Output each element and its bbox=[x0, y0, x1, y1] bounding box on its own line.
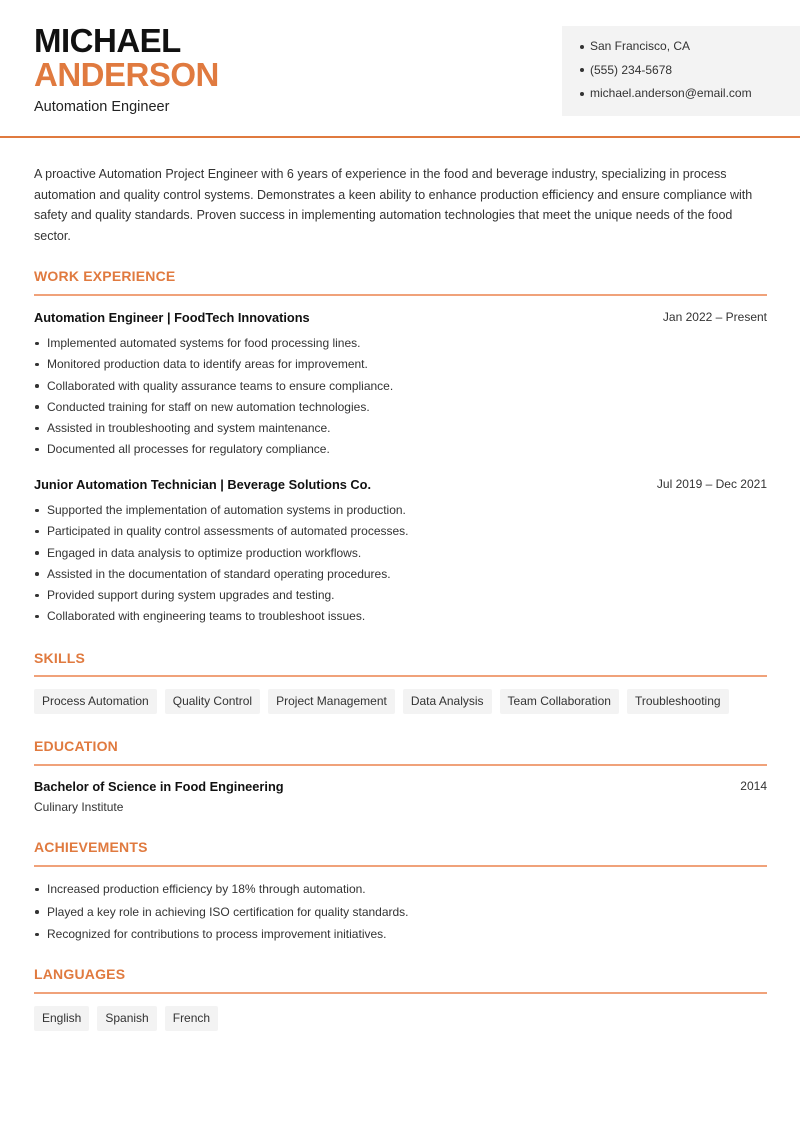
contact-location: San Francisco, CA bbox=[580, 38, 800, 62]
degree-title: Bachelor of Science in Food Engineering bbox=[34, 779, 284, 794]
school-name: Culinary Institute bbox=[34, 800, 124, 814]
list-item: Monitored production data to identify areas for improvement. bbox=[34, 356, 393, 377]
achievements-list bbox=[34, 881, 409, 949]
skill-chip: Data Analysis bbox=[403, 689, 492, 714]
skill-chip: Project Management bbox=[268, 689, 395, 714]
section-title-education: EDUCATION bbox=[34, 738, 118, 754]
list-item: Collaborated with engineering teams to troubleshoot issues. bbox=[34, 608, 409, 629]
job-bullets-2 bbox=[34, 502, 409, 630]
contact-list bbox=[580, 38, 800, 109]
section-title-skills: SKILLS bbox=[34, 650, 85, 666]
resume-header bbox=[0, 0, 800, 138]
section-divider bbox=[34, 675, 767, 677]
list-item: Recognized for contributions to process improvement initiatives. bbox=[34, 926, 409, 949]
list-item: Increased production efficiency by 18% through automation. bbox=[34, 881, 409, 904]
skill-chip: Team Collaboration bbox=[500, 689, 619, 714]
section-divider bbox=[34, 992, 767, 994]
skill-chip: Quality Control bbox=[165, 689, 260, 714]
list-item: Participated in quality control assessments of automated processes. bbox=[34, 523, 409, 544]
list-item: Conducted training for staff on new automation technologies. bbox=[34, 399, 393, 420]
list-item: Collaborated with quality assurance teams to ensure compliance. bbox=[34, 378, 393, 399]
job-title-2: Junior Automation Technician | Beverage Solutions Co. bbox=[34, 477, 372, 492]
first-name: MICHAEL bbox=[34, 22, 181, 59]
contact-email[interactable]: michael.anderson@email.com bbox=[580, 85, 800, 109]
professional-summary: A proactive Automation Project Engineer with 6 years of experience in the food and beverage industry, specializing in process automation and quality control systems. Demonstrates a keen ability to enhance production efficiency and ensure compliance with safety and quality standards. Proven success in implementing automation technologies that meet the unique needs of the food sector. bbox=[34, 167, 753, 243]
job-dates-1: Jan 2022 – Present bbox=[662, 310, 767, 324]
graduation-year: 2014 bbox=[740, 779, 767, 793]
section-title-achievements: ACHIEVEMENTS bbox=[34, 839, 148, 855]
job-bullets-1 bbox=[34, 335, 393, 463]
skill-chip: Process Automation bbox=[34, 689, 157, 714]
languages-list bbox=[34, 1006, 218, 1031]
job-dates-2: Jul 2019 – Dec 2021 bbox=[656, 477, 767, 491]
contact-phone: (555) 234-5678 bbox=[580, 62, 800, 86]
list-item: Assisted in the documentation of standard operating procedures. bbox=[34, 566, 409, 587]
language-chip: French bbox=[165, 1006, 218, 1031]
job-title-1: Automation Engineer | FoodTech Innovations bbox=[34, 310, 310, 325]
language-chip: English bbox=[34, 1006, 89, 1031]
section-title-work-experience: WORK EXPERIENCE bbox=[34, 268, 176, 284]
section-divider bbox=[34, 764, 767, 766]
contact-box bbox=[562, 26, 800, 116]
list-item: Played a key role in achieving ISO certification for quality standards. bbox=[34, 904, 409, 927]
skill-chip: Troubleshooting bbox=[627, 689, 729, 714]
list-item: Implemented automated systems for food processing lines. bbox=[34, 335, 393, 356]
section-divider bbox=[34, 294, 767, 296]
section-title-languages: LANGUAGES bbox=[34, 966, 126, 982]
list-item: Supported the implementation of automation systems in production. bbox=[34, 502, 409, 523]
section-divider bbox=[34, 865, 767, 867]
list-item: Provided support during system upgrades and testing. bbox=[34, 587, 409, 608]
list-item: Assisted in troubleshooting and system maintenance. bbox=[34, 420, 393, 441]
language-chip: Spanish bbox=[97, 1006, 156, 1031]
list-item: Engaged in data analysis to optimize production workflows. bbox=[34, 545, 409, 566]
skills-list bbox=[34, 689, 729, 714]
job-title: Automation Engineer bbox=[34, 99, 170, 115]
list-item: Documented all processes for regulatory compliance. bbox=[34, 441, 393, 462]
last-name: ANDERSON bbox=[34, 56, 219, 93]
